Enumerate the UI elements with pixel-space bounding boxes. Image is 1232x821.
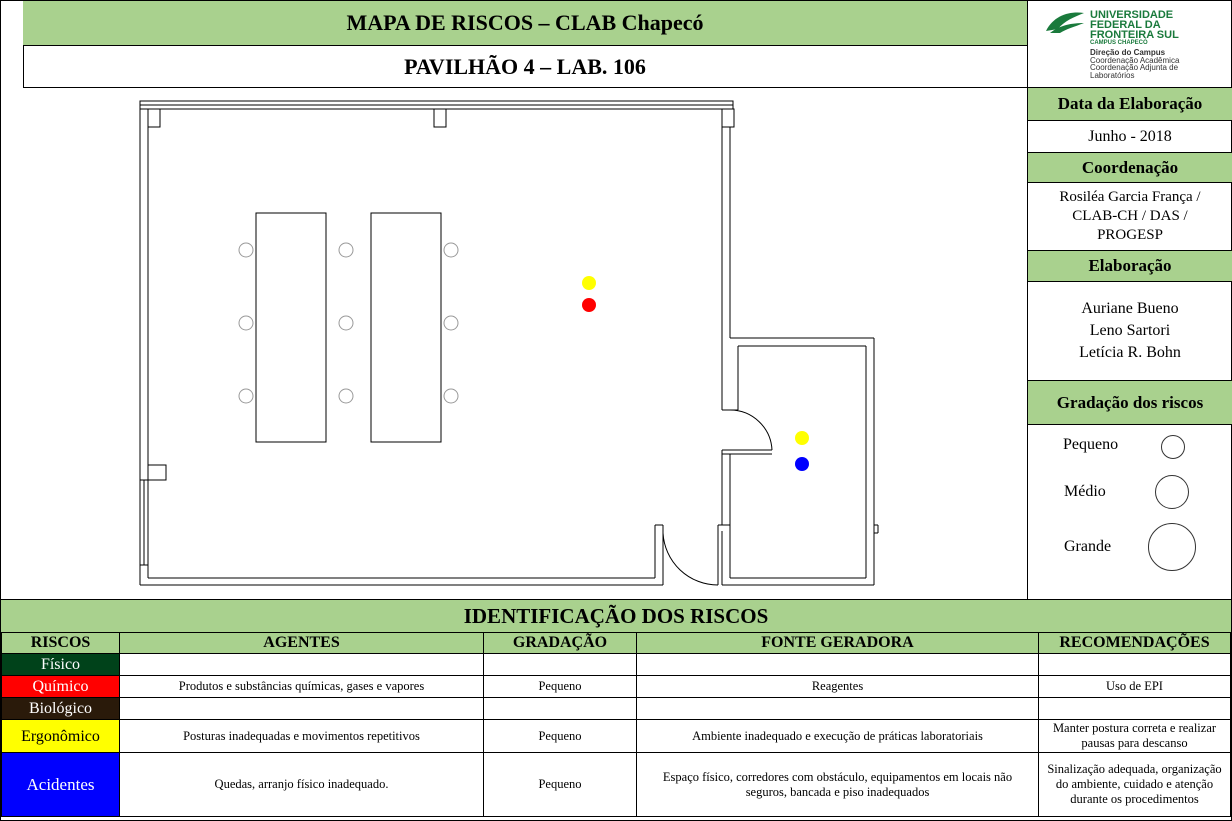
grad-circle-medium [1155,475,1189,509]
stool [339,316,353,330]
agentes-cell: Quedas, arranjo físico inadequado. [120,753,484,817]
col-agentes: AGENTES [120,633,484,654]
stool [339,389,353,403]
sidebar [1027,88,1231,600]
col-fonte: FONTE GERADORA [637,633,1039,654]
date-title: Data da Elaboração [1028,88,1232,121]
elab-title: Elaboração [1028,251,1232,282]
page-title: MAPA DE RISCOS – CLAB Chapecó [23,1,1028,46]
stool [239,243,253,257]
risk-marker-ergonomico [582,276,596,290]
agentes-cell [120,698,484,720]
identification-title: IDENTIFICAÇÃO DOS RISCOS [1,600,1231,632]
grad-circle-large [1148,523,1196,571]
logo-dept4: Laboratórios [1090,70,1135,80]
risk-marker-ergonomico [795,431,809,445]
column-topleft [148,109,160,127]
inner-door-swing [730,410,772,450]
grad-label-medium: Médio [1064,483,1106,500]
gradacao-cell: Pequeno [484,720,637,753]
logo-campus: CAMPUS CHAPECÓ [1090,40,1148,46]
coord-value [1028,183,1232,251]
university-logo [1028,1,1231,88]
coord-line2: CLAB-CH / DAS / [1072,208,1188,224]
risk-acidentes: Acidentes [2,753,120,817]
coord-line1: Rosiléa Garcia França / [1059,189,1201,205]
recomendacoes-cell [1039,654,1231,676]
grad-label-large: Grande [1064,538,1112,555]
agentes-cell: Posturas inadequadas e movimentos repetitivos [120,720,484,753]
grad-label-small: Pequeno [1063,436,1119,453]
risk-marker-quimico [582,298,596,312]
header-left-margin [1,1,24,87]
risk-table-header [2,633,1231,654]
recomendacoes-cell: Uso de EPI [1039,676,1231,698]
col-gradacao: GRADAÇÃO [484,633,637,654]
elab-names [1028,282,1232,381]
gradacao-cell [484,698,637,720]
risk-quimico: Químico [2,676,120,698]
col-riscos: RISCOS [2,633,120,654]
grad-title: Gradação dos riscos [1028,381,1232,425]
leaf-icon [1044,9,1086,35]
column-topmid [434,109,446,127]
column-left [148,465,166,480]
fonte-cell [637,654,1039,676]
table-row [2,676,1231,698]
logo-line1: UNIVERSIDADE [1090,9,1174,21]
table-row [2,698,1231,720]
logo-line3: FRONTEIRA SUL [1090,29,1179,41]
risk-fisico: Físico [2,654,120,676]
column-topright [722,109,734,127]
stool [444,389,458,403]
table-row [2,753,1231,817]
risk-ergonomico: Ergonômico [2,720,120,753]
col-recomendacoes: RECOMENDAÇÕES [1039,633,1231,654]
risk-biologico: Biológico [2,698,120,720]
recomendacoes-cell: Sinalização adequada, organização do ambiente, cuidado e atenção durante os procedimentos [1039,753,1231,817]
stool [239,316,253,330]
agentes-cell: Produtos e substâncias químicas, gases e vapores [120,676,484,698]
logo-line2: FEDERAL DA [1090,19,1161,31]
stool [239,389,253,403]
stool [339,243,353,257]
elab-name-1: Auriane Bueno [1081,300,1179,317]
gradacao-cell: Pequeno [484,753,637,817]
fonte-cell: Ambiente inadequado e execução de práticas laboratoriais [637,720,1039,753]
elab-name-2: Leno Sartori [1089,322,1171,339]
floor-plan [1,88,1027,600]
coord-line3: PROGESP [1097,227,1163,243]
agentes-cell [120,654,484,676]
fonte-cell [637,698,1039,720]
entrance-door-swing [663,533,718,585]
gradacao-cell: Pequeno [484,676,637,698]
table-row [2,654,1231,676]
date-value: Junho - 2018 [1028,121,1232,153]
page-subtitle: PAVILHÃO 4 – LAB. 106 [23,46,1028,88]
logo-dept3: Coordenação Adjunta de [1090,63,1179,72]
stool [444,243,458,257]
logo-dept2: Coordenação Acadêmica [1090,55,1180,65]
recomendacoes-cell: Manter postura correta e realizar pausas para descanso [1039,720,1231,753]
coord-title: Coordenação [1028,153,1232,183]
recomendacoes-cell [1039,698,1231,720]
table-row [2,720,1231,753]
grad-circle-small [1161,435,1185,459]
elab-name-3: Letícia R. Bohn [1079,344,1181,361]
bench-right [371,213,441,442]
risk-marker-acidentes [795,457,809,471]
logo-dept1: Direção do Campus [1090,48,1166,57]
bench-left [256,213,326,442]
fonte-cell: Espaço físico, corredores com obstáculo, equipamentos em locais não seguros, bancada e piso inadequados [637,753,1039,817]
risk-table [1,632,1231,817]
stool [444,316,458,330]
gradacao-cell [484,654,637,676]
fonte-cell: Reagentes [637,676,1039,698]
